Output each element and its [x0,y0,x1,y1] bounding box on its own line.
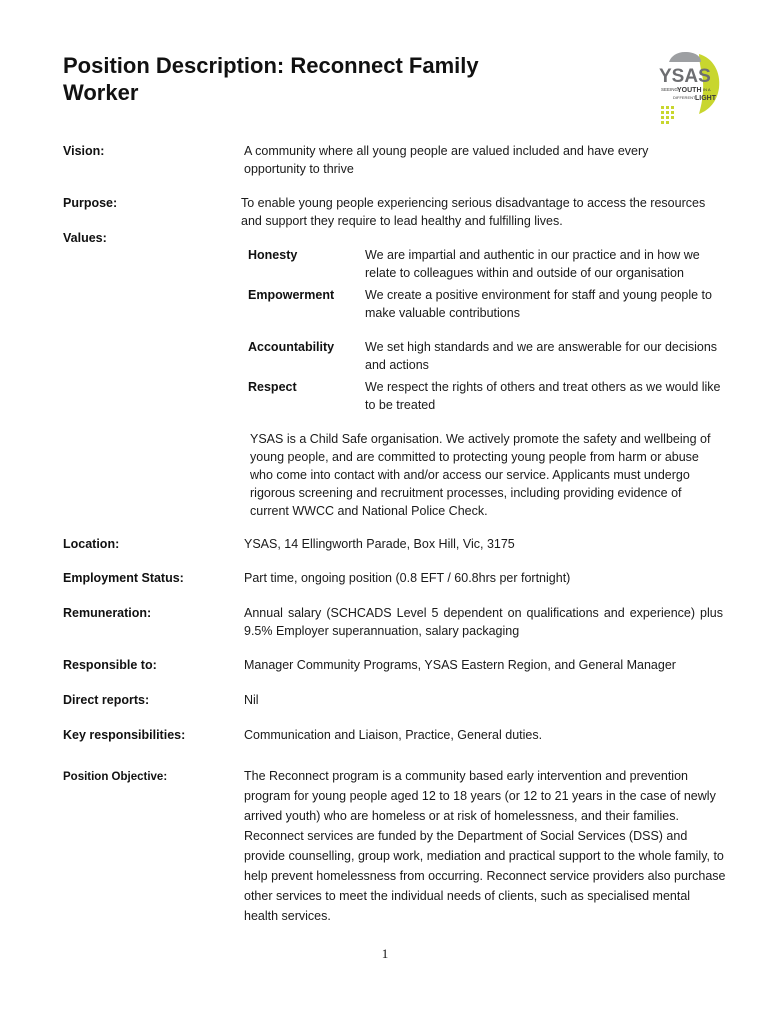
direct-reports-label: Direct reports: [63,693,150,707]
value-desc-accountability: We set high standards and we are answerable for our decisions and actions [365,340,718,372]
value-name-honesty: Honesty [248,248,298,262]
child-safe-statement: YSAS is a Child Safe organisation. We actively promote the safety and wellbeing of young people, and are committed to protecting young people from harm or abuse who come into contact with and/or access our service. Applicants must undergo rigorous screening and recruitment processes, including providing evidence of current WWCC and National Police Check. [250,432,711,518]
responsible-to-label: Responsible to: [63,658,157,672]
vision-label: Vision: [63,144,105,158]
logo-wordmark: YSAS [659,66,711,87]
purpose-label: Purpose: [63,196,118,210]
logo-tagline-light: LIGHT [695,95,716,102]
value-desc-respect: We respect the rights of others and treat others as we would like to be treated [365,380,721,412]
remuneration-label: Remuneration: [63,606,152,620]
logo-tagline-different: DIFFERENT [673,95,696,100]
values-label: Values: [63,231,107,245]
key-responsibilities-text: Communication and Liaison, Practice, General duties. [244,728,543,742]
value-desc-empowerment: We create a positive environment for staff and young people to make valuable contributions [365,288,712,320]
direct-reports-text: Nil [244,693,259,707]
page-number: 1 [381,946,389,961]
value-name-empowerment: Empowerment [248,288,335,302]
responsible-to-text: Manager Community Programs, YSAS Eastern Region, and General Manager [244,658,676,672]
employment-status-text: Part time, ongoing position (0.8 EFT / 60.8hrs per fortnight) [244,571,571,585]
location-text: YSAS, 14 Ellingworth Parade, Box Hill, Vic, 3175 [244,537,515,551]
remuneration-text: Annual salary (SCHCADS Level 5 dependent on qualifications and experience) plus 9.5% Employer superannuation, salary packaging [244,606,723,638]
employment-status-label: Employment Status: [63,571,184,585]
logo-tagline-youth: YOUTH [677,87,702,94]
logo-tagline-1: SEEING [661,87,679,92]
purpose-text: To enable young people experiencing serious disadvantage to access the resources and support they require to lead healthy and fulfilling lives. [241,196,706,228]
value-name-accountability: Accountability [248,340,335,354]
value-name-respect: Respect [248,380,297,394]
key-responsibilities-label: Key responsibilities: [63,728,186,742]
ysas-logo [655,50,725,130]
logo-gray-shape [669,52,701,62]
logo-dots [661,106,674,124]
position-objective-label: Position Objective: [63,771,168,783]
vision-text: A community where all young people are valued included and have every opportunity to thrive [244,144,649,176]
logo-tagline-mid: IN A [703,87,711,92]
position-objective-text: The Reconnect program is a community based early intervention and prevention program for young people aged 12 to 18 years (or 12 to 21 years in the case of newly arrived youth) who are homeless or at risk of homelessness, and their families. Reconnect services are funded by the Department of Social Services (DSS) and provide counselling, group work, mediation and practical support to the whole family, to help prevent homelessness from occurring. Reconnect service providers also purchase other services to meet the individual needs of clients, such as specialised mental health services. [244,769,726,923]
page-title: Position Description: Reconnect Family Worker [63,53,479,105]
value-desc-honesty: We are impartial and authentic in our practice and in how we relate to colleagues within and outside of our organisation [365,248,700,280]
location-label: Location: [63,537,120,551]
